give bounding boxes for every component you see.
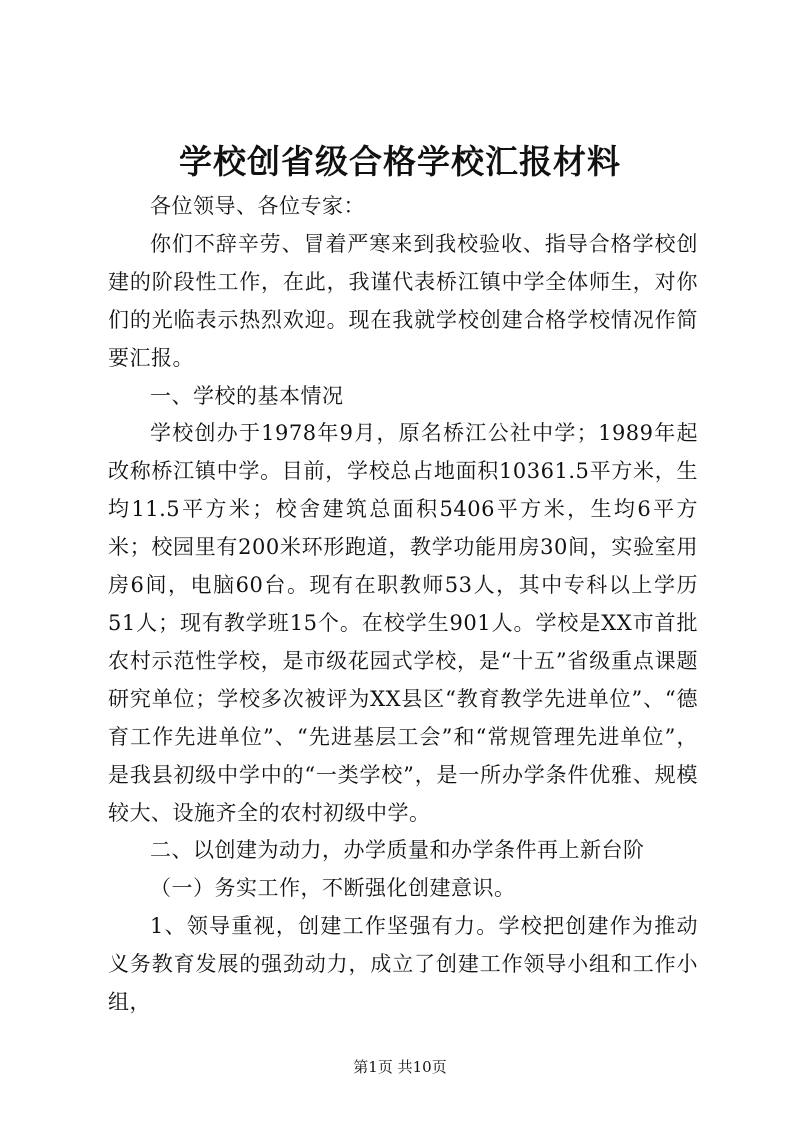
subsection-heading: （一）务实工作，不断强化创建意识。 <box>150 876 516 901</box>
document-body <box>108 188 698 1022</box>
basic-info-paragraph: 学校创办于1978年9月，原名桥江公社中学；1989年起改称桥江镇中学。目前，学校总占地面积10361.5平方米，生均11.5平方米；校舍建筑总面积5406平方米，生均6平方米；校园里有200米环形跑道，教学功能用房30间，实验室用房6间，电脑60台。现有在职教师53人，其中专科以上学历51人；现有教学班15个。在校学生901人。学校是XX市首批农村示范性学校，是市级花园式学校，是“十五”省级重点课题研究单位；学校多次被评为XX县区“教育教学先进单位”、“德育工作先进单位”、“先进基层工会”和“常规管理先进单位”，是我县初级中学中的“一类学校”，是一所办学条件优雅、规模较大、设施齐全的农村初级中学。 <box>108 421 698 825</box>
section-heading-basic-info: 一、学校的基本情况 <box>150 383 344 408</box>
leadership-paragraph: 1、领导重视，创建工作坚强有力。学校把创建作为推动义务教育发展的强劲动力，成立了创建工作领导小组和工作小组， <box>108 914 698 1015</box>
page-title: 学校创省级合格学校汇报材料 <box>179 142 621 181</box>
page-number-footer: 第1页 共10页 <box>353 1058 447 1076</box>
salutation-paragraph: 各位领导、各位专家： <box>150 194 365 218</box>
welcome-paragraph: 你们不辞辛劳、冒着严寒来到我校验收、指导合格学校创建的阶段性工作，在此，我谨代表桥江镇中学全体师生，对你们的光临表示热烈欢迎。现在我就学校创建合格学校情况作简要汇报。 <box>108 231 698 370</box>
section-heading-creation: 二、以创建为动力，办学质量和办学条件再上新台阶 <box>150 838 645 863</box>
